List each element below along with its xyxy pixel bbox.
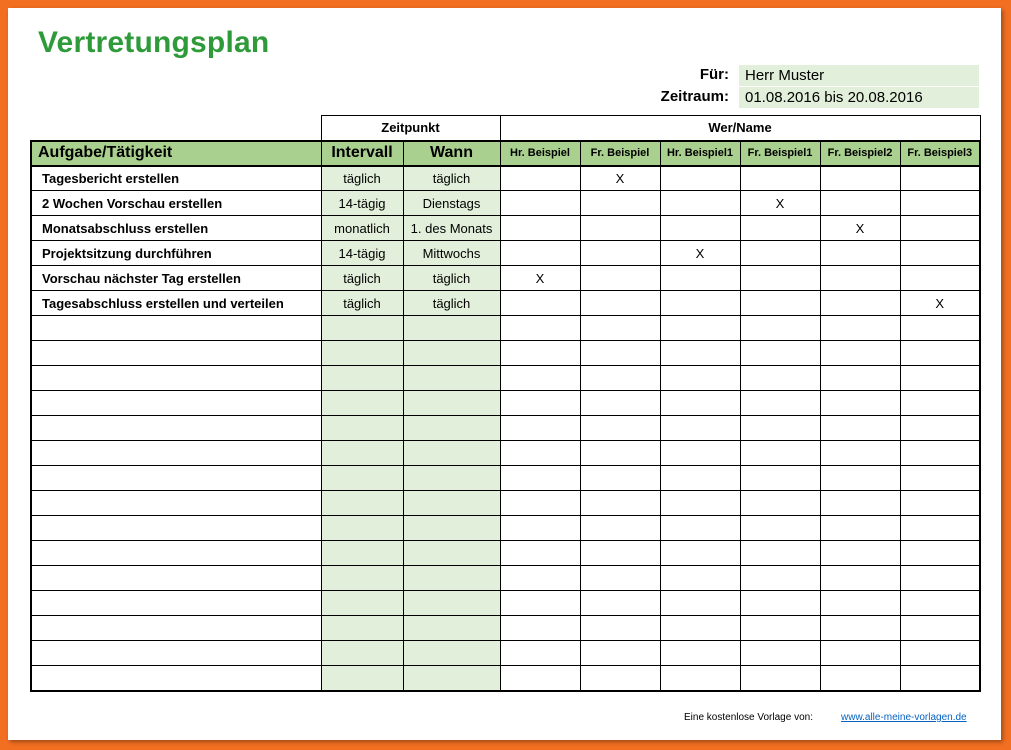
intervall-cell[interactable]: 14-tägig — [321, 191, 403, 216]
empty-table-row — [31, 366, 980, 391]
wer-name-group-header: Wer/Name — [500, 116, 980, 141]
assignment-cell[interactable] — [740, 291, 820, 316]
assignment-cell[interactable] — [820, 266, 900, 291]
assignment-cell[interactable] — [660, 291, 740, 316]
empty-cell[interactable] — [403, 541, 500, 566]
spreadsheet-sheet — [8, 8, 1001, 740]
empty-cell[interactable] — [321, 591, 403, 616]
empty-cell[interactable] — [580, 466, 660, 491]
empty-cell[interactable] — [660, 566, 740, 591]
assignment-cell[interactable] — [500, 291, 580, 316]
empty-cell[interactable] — [660, 316, 740, 341]
wann-cell[interactable]: 1. des Monats — [403, 216, 500, 241]
empty-cell[interactable] — [403, 466, 500, 491]
empty-cell[interactable] — [31, 566, 321, 591]
table-row — [31, 291, 980, 316]
empty-cell[interactable] — [580, 541, 660, 566]
empty-cell[interactable] — [580, 366, 660, 391]
empty-cell[interactable] — [403, 491, 500, 516]
fuer-label: Für: — [699, 66, 729, 83]
table-row — [31, 241, 980, 266]
empty-cell[interactable] — [900, 466, 980, 491]
empty-cell[interactable] — [900, 616, 980, 641]
intervall-column-header: Intervall — [321, 141, 403, 166]
empty-cell[interactable] — [820, 491, 900, 516]
empty-cell[interactable] — [740, 366, 820, 391]
task-cell[interactable]: Projektsitzung durchführen — [31, 241, 321, 266]
empty-cell[interactable] — [580, 391, 660, 416]
zeitraum-label: Zeitraum: — [660, 88, 729, 105]
empty-cell[interactable] — [900, 666, 980, 691]
person-column-header: Fr. Beispiel3 — [900, 141, 980, 166]
empty-cell[interactable] — [660, 491, 740, 516]
empty-cell[interactable] — [740, 491, 820, 516]
empty-cell[interactable] — [31, 441, 321, 466]
empty-cell[interactable] — [403, 316, 500, 341]
empty-cell[interactable] — [740, 566, 820, 591]
empty-cell[interactable] — [820, 341, 900, 366]
empty-cell[interactable] — [660, 391, 740, 416]
empty-cell[interactable] — [900, 366, 980, 391]
empty-cell[interactable] — [740, 541, 820, 566]
person-column-header: Hr. Beispiel1 — [660, 141, 740, 166]
empty-table-row — [31, 466, 980, 491]
empty-cell[interactable] — [31, 516, 321, 541]
person-column-header: Fr. Beispiel — [580, 141, 660, 166]
empty-cell[interactable] — [403, 341, 500, 366]
empty-cell[interactable] — [500, 491, 580, 516]
empty-cell[interactable] — [660, 366, 740, 391]
empty-cell[interactable] — [900, 441, 980, 466]
empty-cell[interactable] — [820, 666, 900, 691]
empty-cell[interactable] — [580, 491, 660, 516]
empty-cell[interactable] — [31, 666, 321, 691]
empty-cell[interactable] — [660, 516, 740, 541]
empty-cell[interactable] — [321, 416, 403, 441]
empty-cell[interactable] — [820, 566, 900, 591]
task-cell[interactable]: Vorschau nächster Tag erstellen — [31, 266, 321, 291]
empty-cell[interactable] — [500, 466, 580, 491]
schedule-table — [30, 115, 981, 692]
empty-cell[interactable] — [740, 616, 820, 641]
empty-cell[interactable] — [660, 416, 740, 441]
wann-cell[interactable]: täglich — [403, 291, 500, 316]
empty-cell[interactable] — [820, 591, 900, 616]
empty-cell[interactable] — [500, 516, 580, 541]
empty-cell[interactable] — [740, 316, 820, 341]
empty-cell[interactable] — [403, 666, 500, 691]
empty-cell[interactable] — [900, 416, 980, 441]
empty-cell[interactable] — [900, 491, 980, 516]
empty-cell[interactable] — [900, 541, 980, 566]
empty-cell[interactable] — [403, 516, 500, 541]
empty-cell[interactable] — [403, 441, 500, 466]
empty-cell[interactable] — [660, 591, 740, 616]
empty-cell[interactable] — [321, 541, 403, 566]
empty-cell[interactable] — [321, 616, 403, 641]
empty-cell[interactable] — [820, 366, 900, 391]
assignment-cell[interactable]: X — [500, 266, 580, 291]
assignment-cell[interactable] — [900, 266, 980, 291]
empty-cell[interactable] — [321, 441, 403, 466]
intervall-cell[interactable]: 14-tägig — [321, 241, 403, 266]
assignment-cell[interactable]: X — [580, 166, 660, 191]
assignment-cell[interactable] — [740, 241, 820, 266]
empty-table-row — [31, 516, 980, 541]
assignment-cell[interactable] — [900, 216, 980, 241]
empty-cell[interactable] — [31, 541, 321, 566]
assignment-cell[interactable] — [740, 266, 820, 291]
assignment-cell[interactable] — [900, 166, 980, 191]
empty-cell[interactable] — [660, 666, 740, 691]
assignment-cell[interactable] — [500, 241, 580, 266]
empty-cell[interactable] — [31, 641, 321, 666]
empty-cell[interactable] — [660, 466, 740, 491]
empty-cell[interactable] — [321, 641, 403, 666]
empty-cell[interactable] — [740, 416, 820, 441]
empty-cell[interactable] — [660, 641, 740, 666]
assignment-cell[interactable]: X — [740, 191, 820, 216]
zeitpunkt-group-header: Zeitpunkt — [321, 116, 500, 141]
assignment-cell[interactable] — [580, 266, 660, 291]
assignment-cell[interactable] — [820, 191, 900, 216]
task-cell[interactable]: Tagesbericht erstellen — [31, 166, 321, 191]
empty-cell[interactable] — [321, 491, 403, 516]
empty-cell[interactable] — [900, 391, 980, 416]
empty-cell[interactable] — [500, 366, 580, 391]
empty-cell[interactable] — [820, 541, 900, 566]
empty-cell[interactable] — [500, 441, 580, 466]
empty-table-row — [31, 666, 980, 691]
empty-table-row — [31, 341, 980, 366]
empty-cell[interactable] — [31, 316, 321, 341]
footer-link[interactable]: www.alle-meine-vorlagen.de — [841, 712, 967, 723]
empty-cell[interactable] — [31, 416, 321, 441]
assignment-cell[interactable] — [900, 191, 980, 216]
empty-cell[interactable] — [740, 641, 820, 666]
assignment-cell[interactable] — [500, 216, 580, 241]
empty-cell[interactable] — [820, 516, 900, 541]
assignment-cell[interactable] — [820, 291, 900, 316]
person-column-header: Hr. Beispiel — [500, 141, 580, 166]
wann-cell[interactable]: täglich — [403, 166, 500, 191]
empty-cell[interactable] — [500, 316, 580, 341]
empty-cell[interactable] — [580, 666, 660, 691]
empty-cell[interactable] — [580, 516, 660, 541]
empty-cell[interactable] — [660, 616, 740, 641]
empty-table-row — [31, 416, 980, 441]
table-row — [31, 191, 980, 216]
intervall-cell[interactable]: täglich — [321, 166, 403, 191]
empty-cell[interactable] — [660, 441, 740, 466]
empty-cell[interactable] — [321, 366, 403, 391]
empty-cell[interactable] — [580, 616, 660, 641]
empty-cell[interactable] — [321, 566, 403, 591]
empty-cell[interactable] — [900, 316, 980, 341]
empty-cell[interactable] — [820, 391, 900, 416]
empty-table-row — [31, 316, 980, 341]
assignment-cell[interactable]: X — [660, 241, 740, 266]
task-cell[interactable]: Monatsabschluss erstellen — [31, 216, 321, 241]
empty-cell[interactable] — [31, 616, 321, 641]
assignment-cell[interactable] — [500, 166, 580, 191]
assignment-cell[interactable] — [500, 191, 580, 216]
assignment-cell[interactable] — [820, 241, 900, 266]
empty-table-row — [31, 641, 980, 666]
empty-cell[interactable] — [580, 316, 660, 341]
empty-cell[interactable] — [321, 466, 403, 491]
empty-cell[interactable] — [321, 666, 403, 691]
assignment-cell[interactable] — [660, 166, 740, 191]
empty-cell[interactable] — [740, 341, 820, 366]
assignment-cell[interactable] — [740, 166, 820, 191]
empty-cell[interactable] — [403, 591, 500, 616]
person-column-header: Fr. Beispiel2 — [820, 141, 900, 166]
empty-cell[interactable] — [403, 391, 500, 416]
empty-table-row — [31, 391, 980, 416]
empty-cell[interactable] — [403, 366, 500, 391]
empty-cell[interactable] — [820, 466, 900, 491]
empty-table-row — [31, 616, 980, 641]
assignment-cell[interactable] — [580, 216, 660, 241]
fuer-value[interactable]: Herr Muster — [739, 65, 979, 86]
empty-cell[interactable] — [500, 541, 580, 566]
empty-cell[interactable] — [580, 416, 660, 441]
empty-cell[interactable] — [900, 566, 980, 591]
assignment-cell[interactable] — [660, 216, 740, 241]
empty-table-row — [31, 566, 980, 591]
empty-cell[interactable] — [31, 391, 321, 416]
empty-cell[interactable] — [500, 416, 580, 441]
empty-cell[interactable] — [500, 566, 580, 591]
empty-cell[interactable] — [321, 391, 403, 416]
empty-cell[interactable] — [580, 441, 660, 466]
empty-cell[interactable] — [31, 491, 321, 516]
empty-table-row — [31, 441, 980, 466]
empty-cell[interactable] — [31, 341, 321, 366]
assignment-cell[interactable] — [820, 166, 900, 191]
empty-cell[interactable] — [321, 316, 403, 341]
empty-cell[interactable] — [740, 591, 820, 616]
empty-cell[interactable] — [500, 641, 580, 666]
assignment-cell[interactable] — [660, 266, 740, 291]
empty-cell[interactable] — [500, 341, 580, 366]
wann-cell[interactable]: täglich — [403, 266, 500, 291]
task-cell[interactable]: 2 Wochen Vorschau erstellen — [31, 191, 321, 216]
empty-cell[interactable] — [900, 341, 980, 366]
empty-cell[interactable] — [321, 516, 403, 541]
empty-cell[interactable] — [500, 591, 580, 616]
empty-cell[interactable] — [740, 466, 820, 491]
empty-cell[interactable] — [740, 441, 820, 466]
empty-cell[interactable] — [820, 441, 900, 466]
empty-cell[interactable] — [820, 616, 900, 641]
empty-cell[interactable] — [900, 516, 980, 541]
empty-cell[interactable] — [31, 591, 321, 616]
empty-cell[interactable] — [580, 341, 660, 366]
empty-cell[interactable] — [820, 416, 900, 441]
empty-cell[interactable] — [500, 666, 580, 691]
task-cell[interactable]: Tagesabschluss erstellen und verteilen — [31, 291, 321, 316]
intervall-cell[interactable]: täglich — [321, 291, 403, 316]
assignment-cell[interactable]: X — [900, 291, 980, 316]
wann-cell[interactable]: Dienstags — [403, 191, 500, 216]
assignment-cell[interactable] — [740, 216, 820, 241]
empty-table-row — [31, 591, 980, 616]
empty-cell[interactable] — [580, 591, 660, 616]
empty-cell[interactable] — [31, 466, 321, 491]
table-row — [31, 166, 980, 191]
assignment-cell[interactable] — [900, 241, 980, 266]
page-title: Vertretungsplan — [38, 26, 270, 59]
empty-cell[interactable] — [740, 666, 820, 691]
empty-cell[interactable] — [660, 341, 740, 366]
empty-cell[interactable] — [740, 391, 820, 416]
table-row — [31, 216, 980, 241]
blank-corner — [31, 116, 321, 141]
wann-column-header: Wann — [403, 141, 500, 166]
assignment-cell[interactable] — [580, 291, 660, 316]
empty-cell[interactable] — [580, 641, 660, 666]
empty-cell[interactable] — [500, 391, 580, 416]
footer-text: Eine kostenlose Vorlage von: — [684, 712, 813, 723]
empty-cell[interactable] — [820, 641, 900, 666]
intervall-cell[interactable]: monatlich — [321, 216, 403, 241]
empty-cell[interactable] — [900, 591, 980, 616]
empty-cell[interactable] — [500, 616, 580, 641]
assignment-cell[interactable] — [580, 241, 660, 266]
person-column-header: Fr. Beispiel1 — [740, 141, 820, 166]
empty-table-row — [31, 541, 980, 566]
empty-cell[interactable] — [403, 616, 500, 641]
empty-cell[interactable] — [31, 366, 321, 391]
zeitraum-value[interactable]: 01.08.2016 bis 20.08.2016 — [739, 87, 979, 108]
empty-cell[interactable] — [900, 641, 980, 666]
empty-cell[interactable] — [740, 516, 820, 541]
empty-table-row — [31, 491, 980, 516]
table-row — [31, 266, 980, 291]
empty-cell[interactable] — [321, 341, 403, 366]
empty-cell[interactable] — [660, 541, 740, 566]
assignment-cell[interactable] — [660, 191, 740, 216]
intervall-cell[interactable]: täglich — [321, 266, 403, 291]
empty-cell[interactable] — [580, 566, 660, 591]
wann-cell[interactable]: Mittwochs — [403, 241, 500, 266]
assignment-cell[interactable] — [580, 191, 660, 216]
assignment-cell[interactable]: X — [820, 216, 900, 241]
empty-cell[interactable] — [820, 316, 900, 341]
task-column-header: Aufgabe/Tätigkeit — [31, 141, 321, 166]
empty-cell[interactable] — [403, 641, 500, 666]
empty-cell[interactable] — [403, 416, 500, 441]
empty-cell[interactable] — [403, 566, 500, 591]
